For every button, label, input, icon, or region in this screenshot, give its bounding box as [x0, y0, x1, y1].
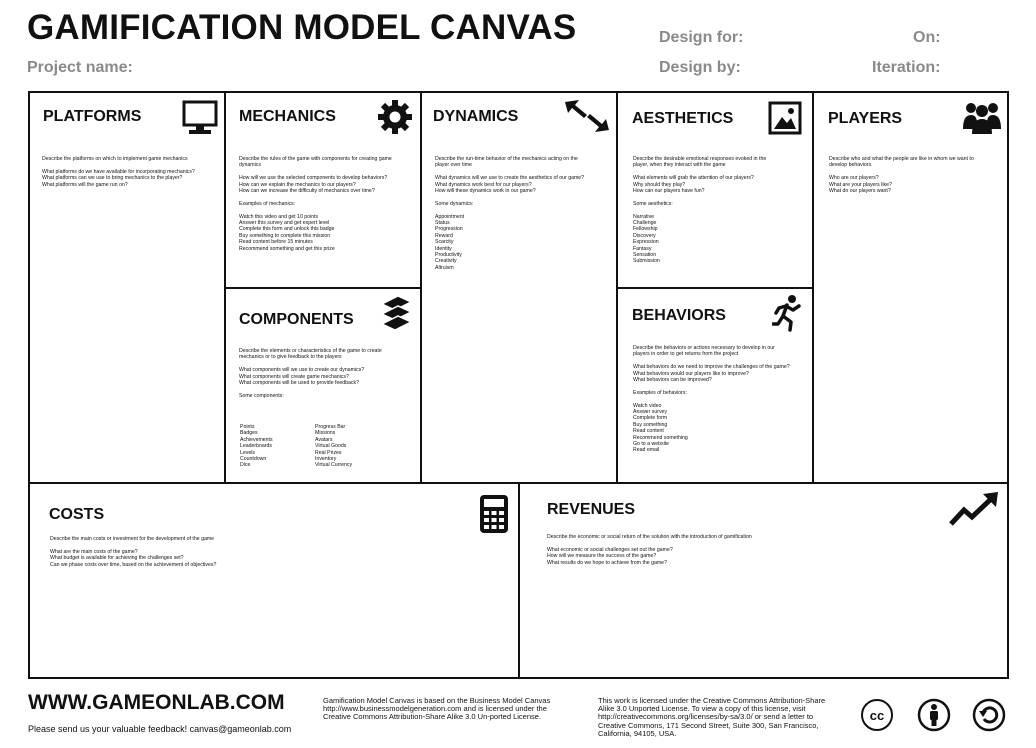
on-label: On:	[913, 29, 941, 46]
costs-title: COSTS	[49, 506, 105, 523]
components-title: COMPONENTS	[239, 311, 354, 328]
dynamics-title: DYNAMICS	[433, 108, 519, 125]
page-title: GAMIFICATION MODEL CANVAS	[27, 8, 577, 47]
footer-based-on: Gamification Model Canvas is based on the Business Model Canvas http://www.businessmodelgeneration.com and is licensed under the Creative Commons Attribution-Share Alike 3.0 Un-ported License.	[323, 696, 551, 722]
aesthetics-block	[618, 93, 814, 289]
costs-text: Describe the main costs or investment for the development of the game What are the main costs of the game? What budget is available for achieving the challenges set? Can we phase costs over time, based on the achievement of objectives?	[50, 536, 217, 568]
components-list-right: Progress Bar Missions Avatars Virtual Goods Real Prizes Inventory Virtual Currency	[315, 424, 353, 469]
design-by-label: Design by:	[659, 59, 741, 76]
platforms-block	[30, 93, 226, 484]
revenues-block	[520, 484, 1007, 677]
dynamics-text: Describe the run-time behavior of the mechanics acting on the player over time What dynamics will we use to create the aesthetics of our game? What dynamics work best for our players? How will these dynamics work in our game? Some dynamics: Appointment Status Progression Reward Scarcity Identity Productivity Creativity Altruism	[435, 156, 585, 271]
by-icon	[917, 698, 951, 732]
players-text: Describe who and what the people are like in whom we want to develop behaviors. Who are our players? What are your players like? What do our players want?	[829, 156, 974, 195]
design-for-label: Design for:	[659, 29, 744, 46]
components-block	[226, 289, 422, 484]
people-icon	[962, 99, 1002, 135]
stack-icon	[378, 294, 414, 332]
behaviors-text: Describe the behaviors or actions necessary to develop in our players in order to get returns from the project What behaviors do we need to improve the challenges of the game? What behaviors would our players like to improve? What behaviors can be improved? Examples of behaviors: Watch video Answer survey Complete form Buy something Read content Recommend something Go to a website Read email	[633, 345, 790, 454]
aesthetics-title: AESTHETICS	[632, 110, 734, 127]
calculator-icon	[479, 494, 509, 534]
runner-icon	[772, 294, 808, 332]
components-text: Describe the elements or characteristics of the game to create mechanics or to give feedback to the players What components will we use to create our dynamics? What components will create game mechanics? What components will be used to provide feedback? Some components:	[239, 348, 382, 399]
platforms-text: Describe the platforms on which to implement game mechanics What platforms do we have available for incorporating mechanics? What platforms can we use to bring mechanics to the player? What platforms will the game run on?	[42, 156, 195, 188]
platforms-title: PLATFORMS	[43, 108, 142, 125]
monitor-icon	[182, 100, 218, 136]
behaviors-title: BEHAVIORS	[632, 307, 726, 324]
dynamics-block	[422, 93, 618, 484]
arrows-icon	[563, 98, 611, 134]
components-list-left: Points Badges Achievements Leaderboards Levels Countdown Dice	[240, 424, 273, 469]
sa-icon	[972, 698, 1006, 732]
players-title: PLAYERS	[828, 110, 903, 127]
revenues-title: REVENUES	[547, 501, 636, 518]
picture-icon	[768, 101, 802, 135]
costs-block	[30, 484, 520, 677]
mechanics-text: Describe the rules of the game with components for creating game dynamics How will we use the selected components to develop behaviors? How can we explain the mechanics to our players? How can we increase the difficulty of mechanics over time? Examples of mechanics: Watch this video and get 10 points Answer this survey and get expert level Complete this form and unlock this badge Buy something to complete this mission Read content before 15 minutes Recommend something and get this prize	[239, 156, 392, 252]
iteration-label: Iteration:	[872, 59, 941, 76]
footer-url-link[interactable]: WWW.GAMEONLAB.COM	[28, 691, 285, 714]
trend-icon	[948, 490, 1000, 528]
aesthetics-text: Describe the desirable emotional responses evoked in the player, when they interact with the game What elements will grab the attention of our players? Why should they play? How can our players have fun? Some aesthetics: Narrative Challenge Fellowship Discovery Expression Fantasy Sensation Submission	[633, 156, 767, 265]
behaviors-block	[618, 289, 814, 484]
players-block	[814, 93, 1007, 484]
footer-feedback: Please send us your valuable feedback! canvas@gameonlab.com	[28, 724, 292, 734]
footer-license: This work is licensed under the Creative Commons Attribution-Share Alike 3.0 Unported License. To view a copy of this license, visit http://creativecommons.org/licenses/by-sa/3.0/ or send a letter to Creative Commons, 171 Second Street, Suite 300, San Francisco, California, 94105, USA.	[598, 696, 826, 738]
canvas-grid	[28, 91, 1009, 679]
mechanics-title: MECHANICS	[239, 108, 336, 125]
gear-icon	[377, 99, 413, 135]
project-name-label: Project name:	[27, 59, 133, 76]
revenues-text: Describe the economic or social return of the solution with the introduction of gamification What economic or social challenges set out the game? How will we measure the success of the game? What results do we hope to achieve from the game?	[547, 534, 752, 566]
cc-icon: cc	[861, 699, 893, 731]
mechanics-block	[226, 93, 422, 289]
